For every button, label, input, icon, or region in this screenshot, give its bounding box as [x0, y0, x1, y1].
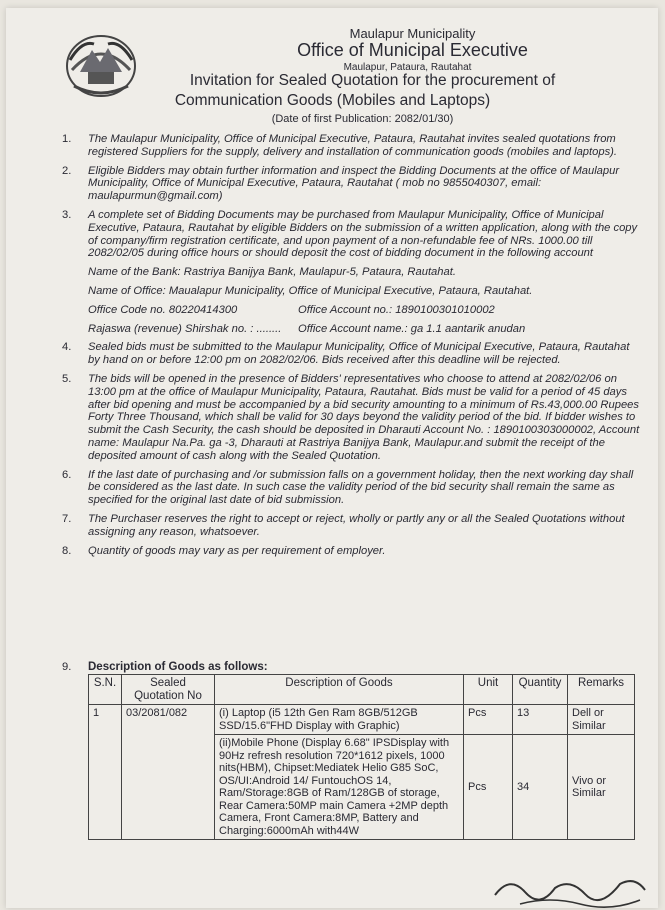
list-item: [62, 209, 640, 260]
item-number: 7.: [62, 512, 72, 525]
office-code-row: [88, 304, 640, 317]
list-item: [62, 373, 640, 463]
office-name-line: Name of Office: Maualapur Municipality, Office of Municipal Executive, Pataura, Rautahat.: [88, 284, 533, 297]
item-number: 5.: [62, 372, 72, 385]
item-text: Sealed bids must be submitted to the Maulapur Municipality, Office of Municipal Executive, Pataura, Rautahat by hand on or before 12:00 pm on 2082/02/06. Bids received after this deadline will be rejected.: [88, 341, 630, 367]
office-name: Office of Municipal Executive: [297, 40, 528, 60]
item-text: A complete set of Bidding Documents may be purchased from Maulapur Municipality, Office of Municipal Executive, Pataura, Rautahat by eligible Bidders on the submission of a written application, along with the copy of company/firm registration certificate, and upon payment of a non-refundable fee of NRs. 1000.00 till 2082/02/05 during office hours or should deposit the cost of bidding document in the following account: [88, 208, 638, 260]
header-description: Description of Goods: [215, 675, 464, 705]
header-remarks: Remarks: [568, 675, 635, 705]
office-code: Office Code no. 80220414300: [88, 303, 238, 316]
list-item: [62, 165, 640, 203]
goods-title: Description of Goods as follows:: [88, 661, 268, 673]
header-quotation-no: Sealed Quotation No: [122, 675, 215, 705]
office-address: Maulapur, Pataura, Rautahat: [343, 62, 472, 73]
list-item: [62, 133, 640, 159]
bank-name: Name of the Bank: Rastriya Banijya Bank, Maulapur-5, Pataura, Rautahat.: [88, 266, 456, 279]
cell-unit: Pcs: [464, 735, 513, 840]
item-number: 6.: [62, 468, 72, 481]
list-item: [62, 341, 640, 367]
publication-date: (Date of first Publication: 2082/01/30): [271, 113, 454, 125]
notice-title-line1: Invitation for Sealed Quotation for the procurement of: [189, 72, 556, 89]
item-number: 9.: [62, 661, 72, 673]
item-text: The bids will be opened in the presence of Bidders' representatives who choose to attend at 2082/02/06 on 13:00 pm at the office of Maulapur Municipality, Pataura, Rautahat. Bids must be valid for a period of 45 days after bid opening and must be accompanied by a bid security amounting to a minimum of Rs.43,000.00 Rupees Forty Three Thousand, which shall be valid for 30 days beyond the validity period of the bid. If bidder wishes to submit the Cash Security, the cash should be deposited in Dharauti Account No. : 1890100303000002, Account name: Maulapur Na.Pa. ga -3, Dharauti at Rastriya Banijya Bank, Maulapur.and submit the receipt of the deposited amount of cash along with the Sealed Quotation.: [88, 372, 640, 462]
item-number: 8.: [62, 544, 72, 557]
rajaswa-row: [88, 323, 640, 336]
cell-remarks: Vivo or Similar: [568, 735, 635, 840]
cell-remarks: Dell or Similar: [568, 705, 635, 735]
cell-quantity: 34: [513, 735, 568, 840]
cell-quantity: 13: [513, 705, 568, 735]
item-number: 2.: [62, 164, 72, 177]
notice-body: [62, 133, 640, 563]
municipality-name: Maulapur Municipality: [349, 26, 476, 41]
cell-sn: 1: [89, 705, 122, 840]
item-text: Eligible Bidders may obtain further information and inspect the Bidding Documents at the office of Maulapur Municipality, Office of Municipal Executive, Pataura, Rautahat ( mob no 9855040307, email: maulapurmun@gmail.com): [88, 164, 620, 203]
header-sn: S.N.: [89, 675, 122, 705]
goods-table: [88, 674, 635, 840]
header-quantity: Quantity: [513, 675, 568, 705]
office-account: Office Account no.: 1890100301010002: [298, 303, 495, 316]
cell-unit: Pcs: [464, 705, 513, 735]
list-item: [62, 513, 640, 539]
item-text: The Purchaser reserves the right to accept or reject, wholly or partly any or all the Sealed Quotations without assigning any reason, whatsoever.: [88, 512, 625, 538]
item-number: 3.: [62, 208, 72, 221]
rajaswa: Rajaswa (revenue) Shirshak no. : ........: [88, 322, 282, 335]
list-item: [62, 469, 640, 507]
item-text: Quantity of goods may vary as per requirement of employer.: [88, 544, 386, 557]
header-unit: Unit: [464, 675, 513, 705]
handwritten-signature-icon: [490, 870, 650, 910]
table-row: [89, 705, 635, 735]
item-text: The Maulapur Municipality, Office of Municipal Executive, Pataura, Rautahat invites sealed quotations from registered Suppliers for the supply, delivery and installation of communication goods (mobiles and laptops).: [88, 133, 617, 158]
item-number: 1.: [62, 133, 72, 145]
account-name: Office Account name.: ga 1.1 aantarik anudan: [298, 322, 526, 335]
cell-quotation-no: 03/2081/082: [122, 705, 215, 840]
item-text: If the last date of purchasing and /or submission falls on a government holiday, then the next working day shall be considered as the last date. In such case the validity period of the bid security shall remain the same as specified for the original last date of bid submission.: [88, 468, 634, 507]
list-item: [62, 545, 640, 558]
notice-title-line2: Communication Goods (Mobiles and Laptops): [174, 92, 491, 109]
cell-description: (ii)Mobile Phone (Display 6.68" IPSDisplay with 90Hz refresh resolution 720*1612 pixels, 1000 nits(HBM), Chipset:Mediatek Helio G85 SoC, OS/UI:Android 14/ FuntouchOS 14, Ram/Storage:8GB of Ram/128GB of storage, Rear Camera:50MP main Camera +2MP depth Camera, Front Camera:8MP, Battery and Charging:6000mAh with44W: [215, 735, 464, 840]
item-number: 4.: [62, 341, 72, 354]
cell-description: (i) Laptop (i5 12th Gen Ram 8GB/512GB SSD/15.6"FHD Display with Graphic): [215, 705, 464, 735]
table-header-row: [89, 675, 635, 705]
